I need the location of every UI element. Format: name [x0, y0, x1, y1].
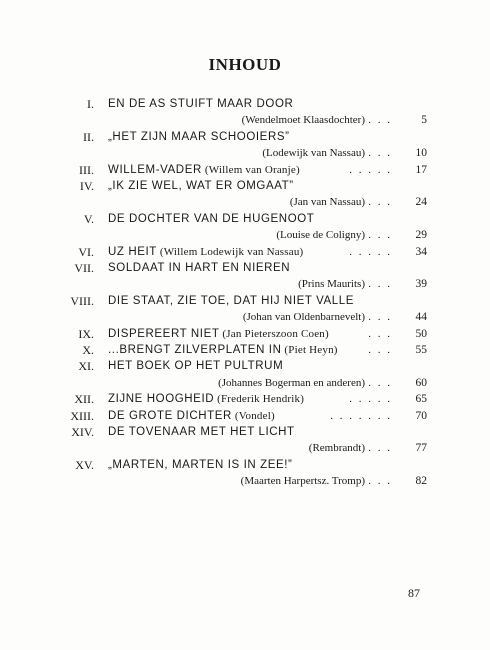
- toc-entry: [0, 293, 490, 309]
- toc-entry-continued: [0, 473, 490, 489]
- chapter-title: [108, 244, 303, 260]
- page-reference: 34: [415, 245, 427, 258]
- chapter-title: [108, 326, 329, 342]
- toc-entry-continued: [0, 194, 490, 210]
- toc-entry-continued: [0, 276, 490, 292]
- chapter-subject: (Rembrandt): [308, 442, 365, 455]
- chapter-number: I.: [87, 97, 94, 111]
- toc-entry: [0, 457, 490, 473]
- chapter-subject: (Johan van Oldenbarnevelt): [242, 311, 365, 324]
- chapter-title-text: ZIJNE HOOGHEID: [108, 393, 215, 406]
- chapter-title-text: EN DE AS STUIFT MAAR DOOR: [108, 98, 294, 110]
- chapter-title: [108, 424, 295, 440]
- chapter-subject: (Vondel): [231, 409, 275, 422]
- chapter-title-text: SOLDAAT IN HART EN NIEREN: [108, 262, 291, 274]
- leader-dots: . . .: [368, 196, 392, 209]
- chapter-number: VII.: [74, 261, 94, 275]
- page-title: INHOUD: [208, 55, 282, 74]
- leader-dots: . . .: [368, 147, 392, 160]
- chapter-title: [108, 129, 290, 145]
- chapter-subject: (Wendelmoet Klaasdochter): [241, 114, 365, 127]
- chapter-subject: (Frederik Hendrik): [214, 393, 305, 406]
- leader-dots: . . . . .: [349, 163, 392, 176]
- toc-entry: [0, 129, 490, 145]
- chapter-subject: (Willem van Oranje): [201, 163, 300, 176]
- toc-entry-continued: [0, 309, 490, 325]
- chapter-title: [108, 260, 290, 276]
- leader-dots: . . .: [368, 442, 392, 455]
- chapter-number: XV.: [75, 457, 94, 472]
- page-reference: 60: [415, 376, 427, 389]
- page-reference: 29: [415, 229, 427, 242]
- leader-dots: . . . . .: [349, 393, 392, 406]
- chapter-title: [108, 408, 275, 424]
- toc-entry: [0, 178, 490, 194]
- chapter-subject: (Jan Pieterszoon Coen): [219, 327, 329, 340]
- chapter-title: [108, 178, 294, 194]
- leader-dots: . . .: [368, 344, 392, 356]
- chapter-title: [108, 342, 338, 358]
- chapter-title-text: ...BRENGT ZILVERPLATEN IN: [108, 344, 282, 356]
- leader-dots: . . .: [368, 278, 392, 291]
- chapter-number: XII.: [74, 392, 94, 407]
- chapter-title: [108, 457, 292, 473]
- page-reference: 5: [421, 114, 427, 127]
- toc-entry: [0, 408, 490, 424]
- chapter-title-text: „HET ZIJN MAAR SCHOOIERS”: [108, 130, 290, 143]
- leader-dots: . . .: [368, 327, 392, 340]
- page-reference: 17: [415, 163, 427, 176]
- chapter-number: XI.: [78, 359, 94, 374]
- toc-entry: [0, 342, 490, 358]
- chapter-number: V.: [83, 211, 94, 226]
- page-reference: 65: [415, 393, 427, 406]
- chapter-subject: (Willem Lodewijk van Nassau): [156, 245, 304, 258]
- chapter-title-text: HET BOEK OP HET PULTRUM: [108, 360, 284, 373]
- chapter-subject: (Jan van Nassau): [289, 196, 365, 209]
- page-reference: 39: [415, 278, 427, 291]
- chapter-subject: (Johannes Bogerman en anderen): [218, 376, 365, 389]
- toc-entry-continued: [0, 112, 490, 128]
- leader-dots: . . .: [368, 114, 392, 127]
- toc-entry-continued: [0, 375, 490, 391]
- toc-entry: [0, 260, 490, 276]
- chapter-title-text: WILLEM-VADER: [108, 163, 202, 176]
- chapter-title-text: DE GROTE DICHTER: [108, 409, 232, 422]
- chapter-number: XIII.: [70, 408, 94, 423]
- chapter-number: X.: [82, 343, 94, 357]
- chapter-number: IX.: [78, 326, 94, 341]
- chapter-title-text: „IK ZIE WEL, WAT ER OMGAAT”: [108, 180, 294, 192]
- leader-dots: . . .: [368, 229, 392, 242]
- chapter-number: III.: [79, 162, 94, 177]
- page-reference: 82: [415, 475, 427, 488]
- chapter-title-text: DISPEREERT NIET: [108, 327, 220, 340]
- chapter-number: II.: [83, 129, 94, 144]
- page-number: 87: [408, 586, 420, 600]
- chapter-title: [108, 358, 283, 374]
- toc-entry-continued: [0, 227, 490, 243]
- chapter-title: [108, 96, 293, 112]
- toc-entry: [0, 358, 490, 374]
- chapter-number: VI.: [78, 244, 94, 259]
- chapter-title: [108, 391, 304, 407]
- chapter-title-text: „MARTEN, MARTEN IS IN ZEE!”: [108, 458, 293, 471]
- toc-entry: [0, 96, 490, 112]
- chapter-subject: (Prins Maurits): [298, 278, 365, 291]
- chapter-subject: (Lodewijk van Nassau): [262, 147, 365, 160]
- toc-entry: [0, 244, 490, 260]
- chapter-title-text: DE TOVENAAR MET HET LICHT: [108, 426, 295, 438]
- chapter-title: [108, 293, 354, 309]
- page-reference: 77: [415, 442, 427, 455]
- leader-dots: . . . . .: [349, 245, 392, 258]
- toc-entry-continued: [0, 145, 490, 161]
- chapter-title: [108, 162, 300, 178]
- chapter-title-text: DIE STAAT, ZIE TOE, DAT HIJ NIET VALLE: [108, 294, 355, 307]
- toc-entry-continued: [0, 440, 490, 456]
- chapter-title: [108, 211, 314, 227]
- leader-dots: . . .: [368, 311, 392, 324]
- chapter-number: XIV.: [71, 425, 94, 439]
- page-reference: 70: [415, 409, 427, 422]
- leader-dots: . . . . . . .: [330, 409, 392, 422]
- chapter-number: IV.: [79, 179, 94, 193]
- page-reference: 44: [415, 311, 427, 324]
- toc-entry: [0, 424, 490, 440]
- toc-entry: [0, 162, 490, 178]
- page-reference: 55: [415, 344, 427, 356]
- chapter-title-text: DE DOCHTER VAN DE HUGENOOT: [108, 212, 315, 225]
- toc-entry: [0, 326, 490, 342]
- chapter-number: VIII.: [70, 293, 94, 308]
- page-reference: 24: [415, 196, 427, 209]
- chapter-subject: (Piet Heyn): [281, 344, 338, 356]
- toc-entry: [0, 391, 490, 407]
- page-reference: 50: [415, 327, 427, 340]
- page-reference: 10: [415, 147, 427, 160]
- leader-dots: . . .: [368, 475, 392, 488]
- leader-dots: . . .: [368, 376, 392, 389]
- chapter-title-text: UZ HEIT: [108, 245, 157, 258]
- toc-entry: [0, 211, 490, 227]
- chapter-subject: (Maarten Harpertsz. Tromp): [240, 475, 365, 488]
- chapter-subject: (Louise de Coligny): [276, 229, 365, 242]
